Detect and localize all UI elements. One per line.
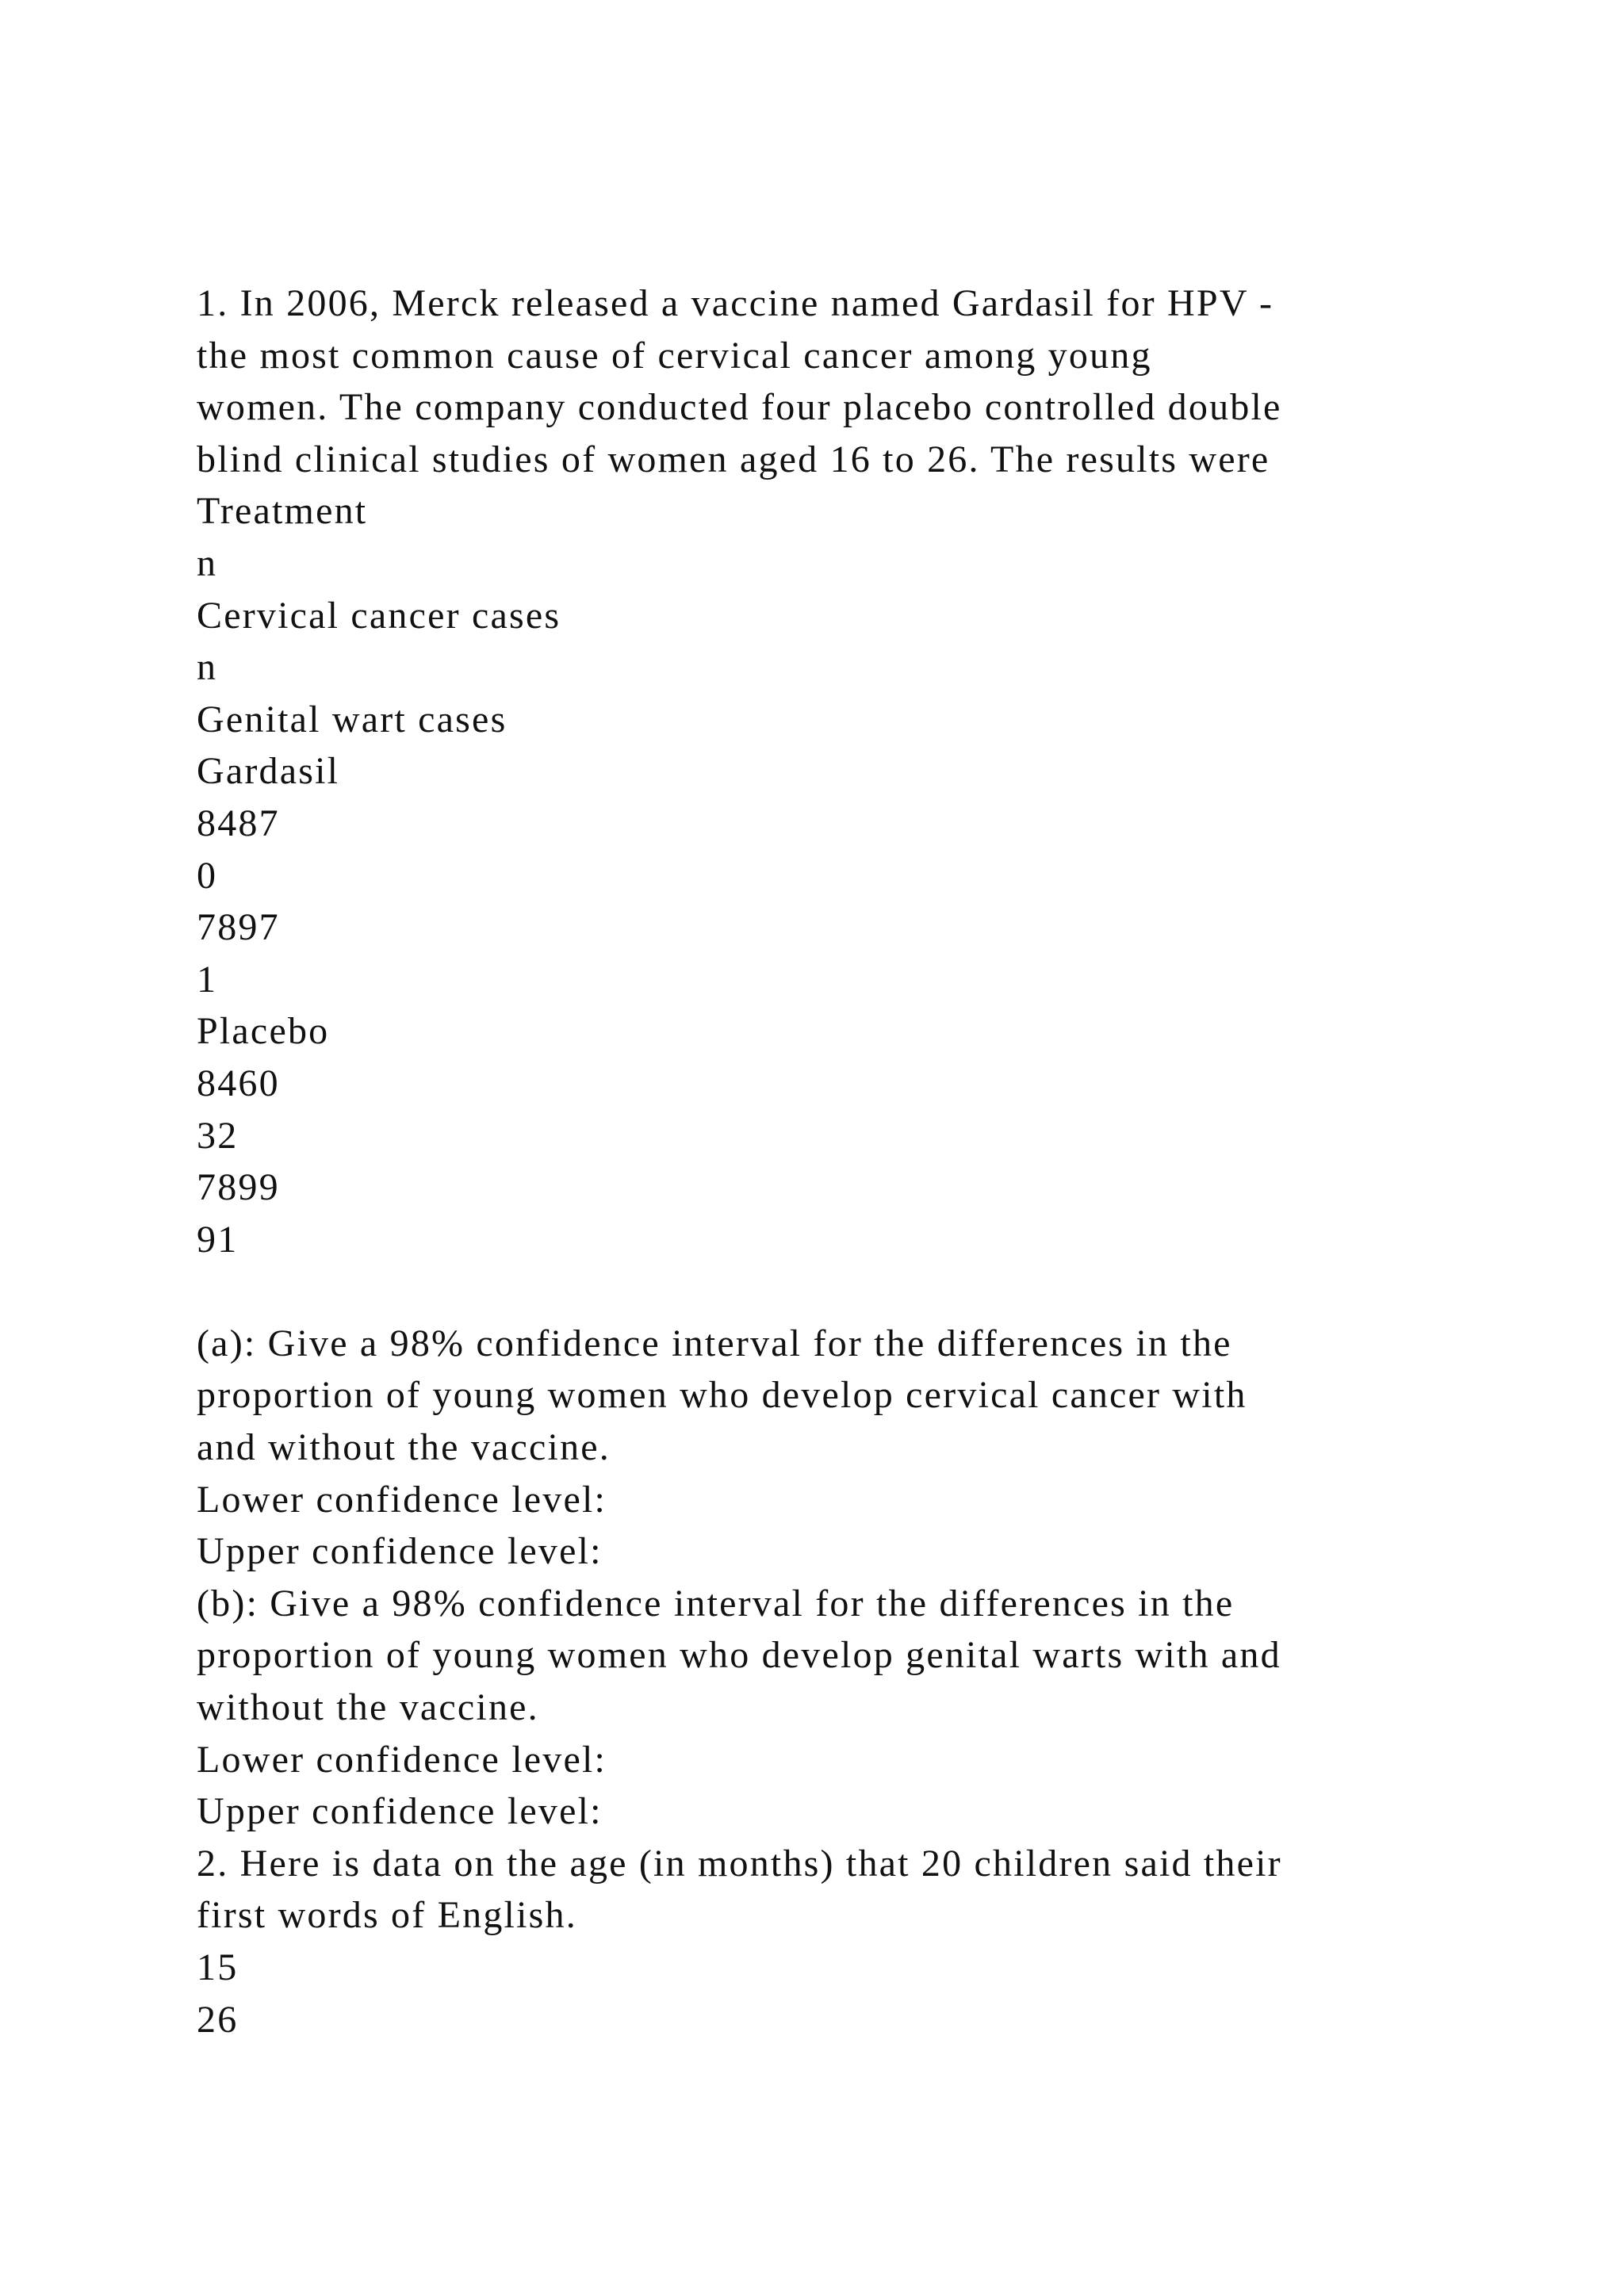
q1-intro-line: the most common cause of cervical cancer among young: [197, 334, 1152, 377]
table-cell-n: 7897: [197, 906, 280, 949]
table-cell-treatment: Placebo: [197, 1010, 330, 1053]
part-a-line: (a): Give a 98% confidence interval for the differences in the: [197, 1322, 1232, 1364]
table-header-n: n: [197, 541, 218, 584]
part-a-line: and without the vaccine.: [197, 1426, 611, 1469]
table-cell-n: 7899: [197, 1166, 280, 1209]
part-a-line: proportion of young women who develop cervical cancer with: [197, 1374, 1247, 1417]
table-header-wart-cases: Genital wart cases: [197, 698, 508, 740]
part-a-lower-label: Lower confidence level:: [197, 1478, 607, 1521]
q2-value: 26: [197, 1998, 239, 2041]
table-cell-cervical-cases: 0: [197, 854, 218, 897]
document-body: [197, 277, 1497, 2045]
part-b-line: (b): Give a 98% confidence interval for the differences in the: [197, 1582, 1235, 1624]
q2-line: 2. Here is data on the age (in months) that 20 children said their: [197, 1842, 1282, 1885]
part-b-line: without the vaccine.: [197, 1686, 539, 1729]
q1-intro-line: blind clinical studies of women aged 16 to 26. The results were: [197, 438, 1270, 480]
table-header-treatment: Treatment: [197, 490, 368, 533]
table-cell-wart-cases: 91: [197, 1218, 239, 1261]
table-cell-cervical-cases: 32: [197, 1114, 239, 1157]
blank-line: [197, 1265, 1497, 1318]
table-cell-n: 8460: [197, 1062, 280, 1104]
part-b-lower-label: Lower confidence level:: [197, 1738, 607, 1781]
table-header-cervical-cases: Cervical cancer cases: [197, 594, 561, 637]
table-cell-wart-cases: 1: [197, 958, 218, 1001]
q1-intro-line: women. The company conducted four placebo controlled double: [197, 386, 1282, 429]
q2-line: first words of English.: [197, 1894, 577, 1937]
part-b-upper-label: Upper confidence level:: [197, 1790, 603, 1833]
part-a-upper-label: Upper confidence level:: [197, 1530, 603, 1573]
table-cell-treatment: Gardasil: [197, 750, 340, 793]
part-b-line: proportion of young women who develop genital warts with and: [197, 1634, 1281, 1677]
table-header-n: n: [197, 646, 218, 689]
q1-intro-line: 1. In 2006, Merck released a vaccine named Gardasil for HPV -: [197, 282, 1274, 324]
table-cell-n: 8487: [197, 802, 280, 844]
q2-value: 15: [197, 1946, 239, 1988]
